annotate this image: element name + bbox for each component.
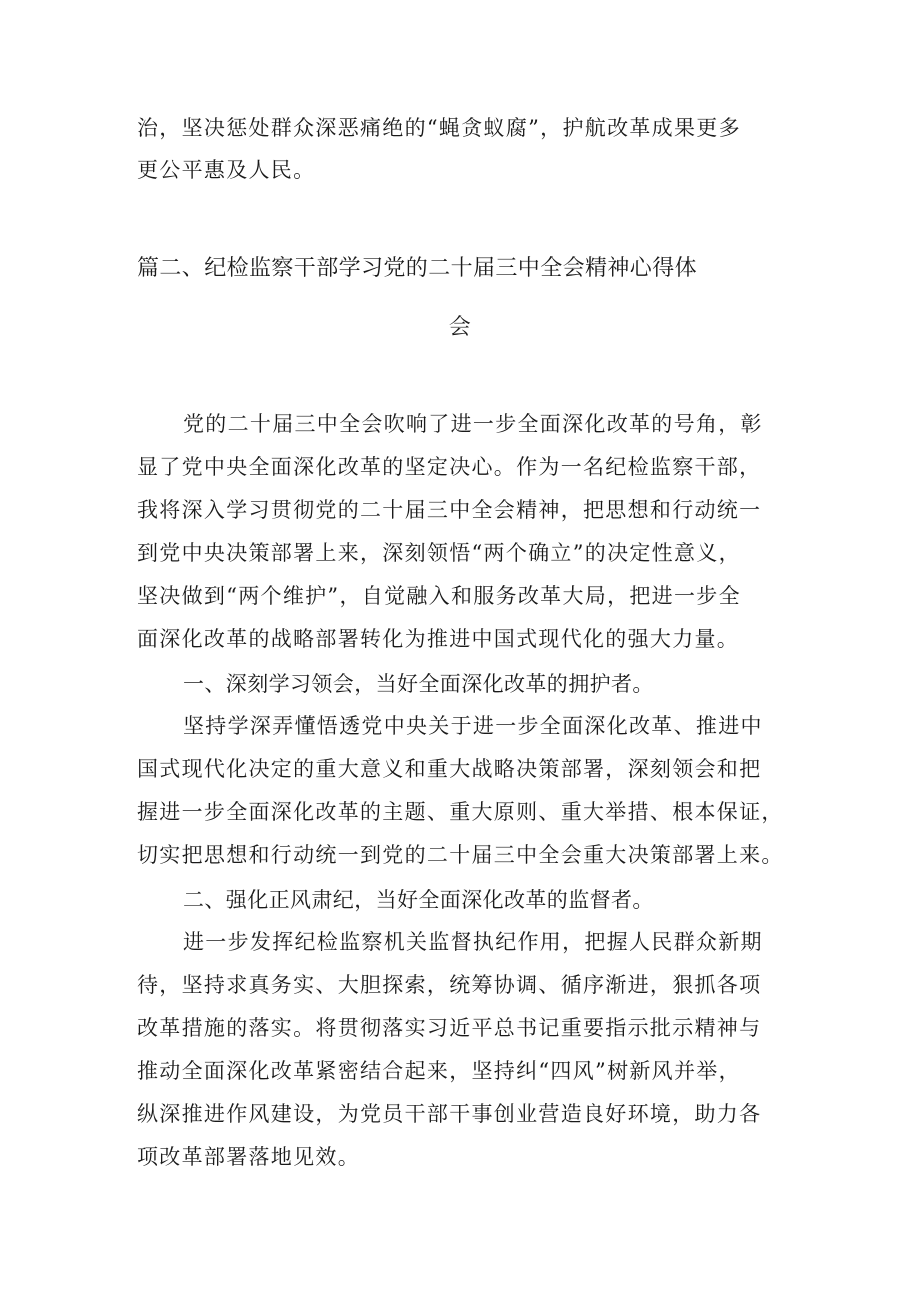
intro-line: 我将深入学习贯彻党的二十届三中全会精神，把思想和行动统一: [137, 498, 762, 522]
article-title: 篇二、纪检监察干部学习党的二十届三中全会精神心得体: [137, 256, 698, 281]
section-2-line: 项改革部署落地见效。: [137, 1145, 360, 1169]
section-1-line: 切实把思想和行动统一到党的二十届三中全会重大决策部署上来。: [137, 843, 784, 867]
section-heading-2: 二、强化正风肃纪，当好全面深化改革的监督者。: [183, 888, 654, 912]
section-2-line: 纵深推进作风建设，为党员干部干事创业营造良好环境，助力各: [137, 1102, 762, 1126]
section-heading-1: 一、深刻学习领会，当好全面深化改革的拥护者。: [183, 672, 654, 696]
section-1-line: 握进一步全面深化改革的主题、重大原则、重大举措、根本保证，: [137, 800, 784, 824]
section-2-line: 进一步发挥纪检监察机关监督执纪作用，把握人民群众新期: [183, 930, 763, 954]
intro-line: 显了党中央全面深化改革的坚定决心。作为一名纪检监察干部，: [137, 455, 762, 479]
body-line: 更公平惠及人民。: [137, 158, 316, 182]
section-2-line: 推动全面深化改革紧密结合起来，坚持纠“四风”树新风并举，: [137, 1059, 741, 1083]
article-title-continued: 会: [448, 315, 472, 340]
section-2-line: 待，坚持求真务实、大胆探索，统筹协调、循序渐进，狠抓各项: [137, 973, 762, 997]
intro-line: 到党中央决策部署上来，深刻领悟“两个确立”的决定性意义，: [137, 541, 741, 565]
section-1-line: 坚持学深弄懂悟透党中央关于进一步全面深化改革、推进中: [183, 714, 763, 738]
body-line: 治，坚决惩处群众深恶痛绝的“蝇贪蚁腐”，护航改革成果更多: [137, 116, 741, 140]
section-1-line: 国式现代化决定的重大意义和重大战略决策部署，深刻领会和把: [137, 757, 762, 781]
section-2-line: 改革措施的落实。将贯彻落实习近平总书记重要指示批示精神与: [137, 1016, 762, 1040]
intro-line: 党的二十届三中全会吹响了进一步全面深化改革的号角，彰: [183, 412, 763, 436]
intro-line: 坚决做到“两个维护”，自觉融入和服务改革大局，把进一步全: [137, 584, 741, 608]
intro-line: 面深化改革的战略部署转化为推进中国式现代化的强大力量。: [137, 627, 740, 651]
